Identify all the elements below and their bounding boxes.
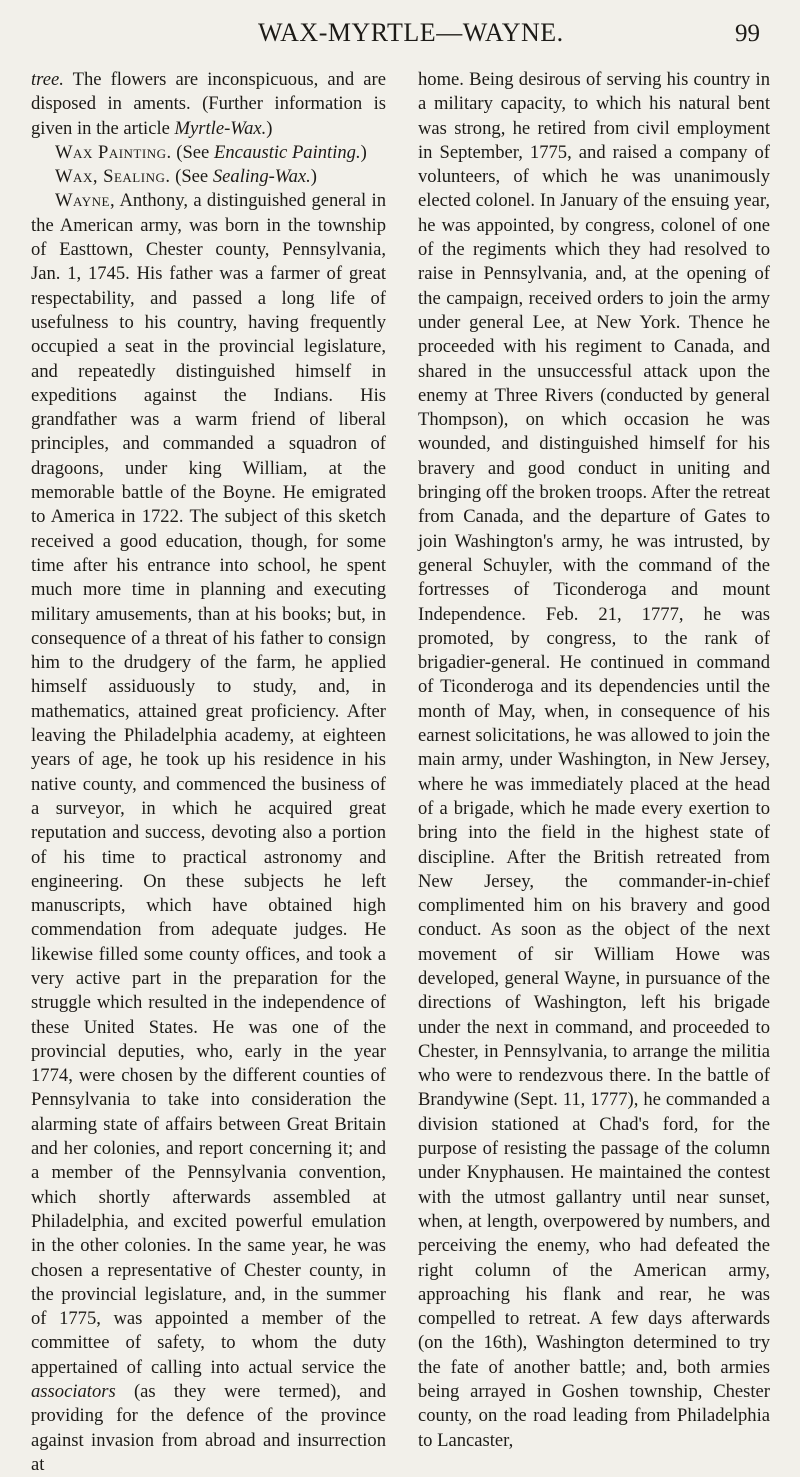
entry-headword: Wax, Sealing. <box>55 166 171 188</box>
entry-wax-painting <box>31 141 386 165</box>
paragraph-end: ) <box>360 141 367 163</box>
paragraph-end: ) <box>266 117 273 139</box>
running-head: WAX-MYRTLE—WAYNE. <box>258 18 564 47</box>
entry-wax-sealing <box>31 165 386 189</box>
italic-term: associators <box>31 1381 116 1403</box>
cross-reference: Myrtle-Wax. <box>174 117 267 139</box>
paragraph-tail: (as they were termed), and providing for the defence of the province against invasion from abroad and insurrection at <box>31 1381 386 1475</box>
entry-wayne <box>31 189 386 1477</box>
lead-word: tree. <box>31 69 64 90</box>
cross-reference: Sealing-Wax. <box>212 166 311 188</box>
page-number: 99 <box>735 20 760 47</box>
paragraph-text: Anthony, a distinguished general in the American army, was born in the township of Easttown, Chester county, Pennsylvania, Jan. 1, 1745. His father was a farmer of great respectability, and passed a long life of usefulness to his country, having frequently occupied a seat in the provincial legislature, and repeatedly distinguished himself in expeditions against the Indians. His grandfather was a warm friend of liberal principles, and commanded a squadron of dragoons, under king William, at the memorable battle of the Boyne. He emigrated to America in 1722. The subject of this sketch received a good education, though, for some time after his entrance into school, he spent much more time in planning and executing military amusements, than at his books; but, in consequence of a threat of his father to consign him to the drudgery of the farm, he applied himself assiduously to study, and, in mathematics, attained great proficiency. After leaving the Philadelphia academy, at eighteen years of age, he took up his residence in his native county, and commenced the business of a surveyor, in which he acquired great reputation and success, devoting also a portion of his time to practical astronomy and engineering. On these subjects he left manuscripts, which have obtained high commendation from adequate judges. He likewise filled some county offices, and took a very active part in the preparation for the struggle which resulted in the independence of these United States. He was one of the provincial deputies, who, early in the year 1774, were chosen by the different counties of Pennsylvania to take into consideration the alarming state of affairs between Great Britain and her colonies, and report concerning it; and a member of the Pennsylvania convention, which shortly afterwards assembled at Philadelphia, and excited powerful emulation in the other colonies. In the same year, he was chosen a representative of Chester county, in the provincial legislature, and, in the summer of 1775, was appointed a member of the committee of safety, to whom the duty appertained of calling into actual service the <box>31 190 386 1378</box>
right-column <box>418 68 770 1453</box>
page-header <box>0 18 800 58</box>
see-text: (See <box>170 166 213 188</box>
paragraph-end: ) <box>310 166 317 188</box>
entry-headword: Wayne, <box>55 190 116 212</box>
entry-headword: Wax Painting. <box>55 141 172 163</box>
left-column <box>31 68 386 1477</box>
paragraph-text: The flowers are inconspicuous, and are disposed in aments. (Further information is given in the article <box>31 69 386 139</box>
paragraph-wayne-continued: home. Being desirous of serving his country in a military capacity, to which his natural bent was strong, he retired from civil employment in September, 1775, and raised a company of volunteers, of which he was unanimously elected colonel. In January of the ensuing year, he was appointed, by congress, colonel of one of the regiments which they had resolved to raise in Pennsylvania, and, at the opening of the campaign, received orders to join the army under general Lee, at New York. Thence he proceeded with his regiment to Canada, and shared in the unsuccessful attack upon the enemy at Three Rivers (conducted by general Thompson), on which occasion he was wounded, and distinguished himself for his bravery and good conduct in uniting and bringing off the broken troops. After the retreat from Canada, and the departure of Gates to join Washington's army, he was intrusted, by general Schuyler, with the command of the fortresses of Ticonderoga and mount Independence. Feb. 21, 1777, he was promoted, by congress, to the rank of brigadier-general. He continued in command of Ticonderoga and its dependencies until the month of May, when, in consequence of his earnest solicitations, he was allowed to join the main army, under Washington, in New Jersey, where he was immediately placed at the head of a brigade, which he made every exertion to bring into the field in the highest state of discipline. After the British retreated from New Jersey, the commander-in-chief complimented him on his bravery and good conduct. As soon as the object of the next movement of sir William Howe was developed, general Wayne, in pursuance of the directions of Washington, left his brigade under the next in command, and proceeded to Chester, in Pennsylvania, to arrange the militia who were to rendezvous there. In the battle of Brandywine (Sept. 11, 1777), he commanded a division stationed at Chad's ford, for the purpose of resisting the passage of the column under Knyphausen. He maintained the contest with the utmost gallantry until near sunset, when, at length, overpowered by numbers, and perceiving the enemy, who had defeated the right column of the American army, approaching his flank and rear, he was compelled to retreat. A few days afterwards (on the 16th), Washington determined to try the fate of another battle; and, both armies being arrayed in Goshen township, Chester county, on the road leading from Philadelphia to Lancaster, <box>418 69 770 1451</box>
see-text: (See <box>171 141 214 163</box>
paragraph-wax-myrtle-continued <box>31 68 386 141</box>
cross-reference: Encaustic Painting. <box>213 141 361 163</box>
